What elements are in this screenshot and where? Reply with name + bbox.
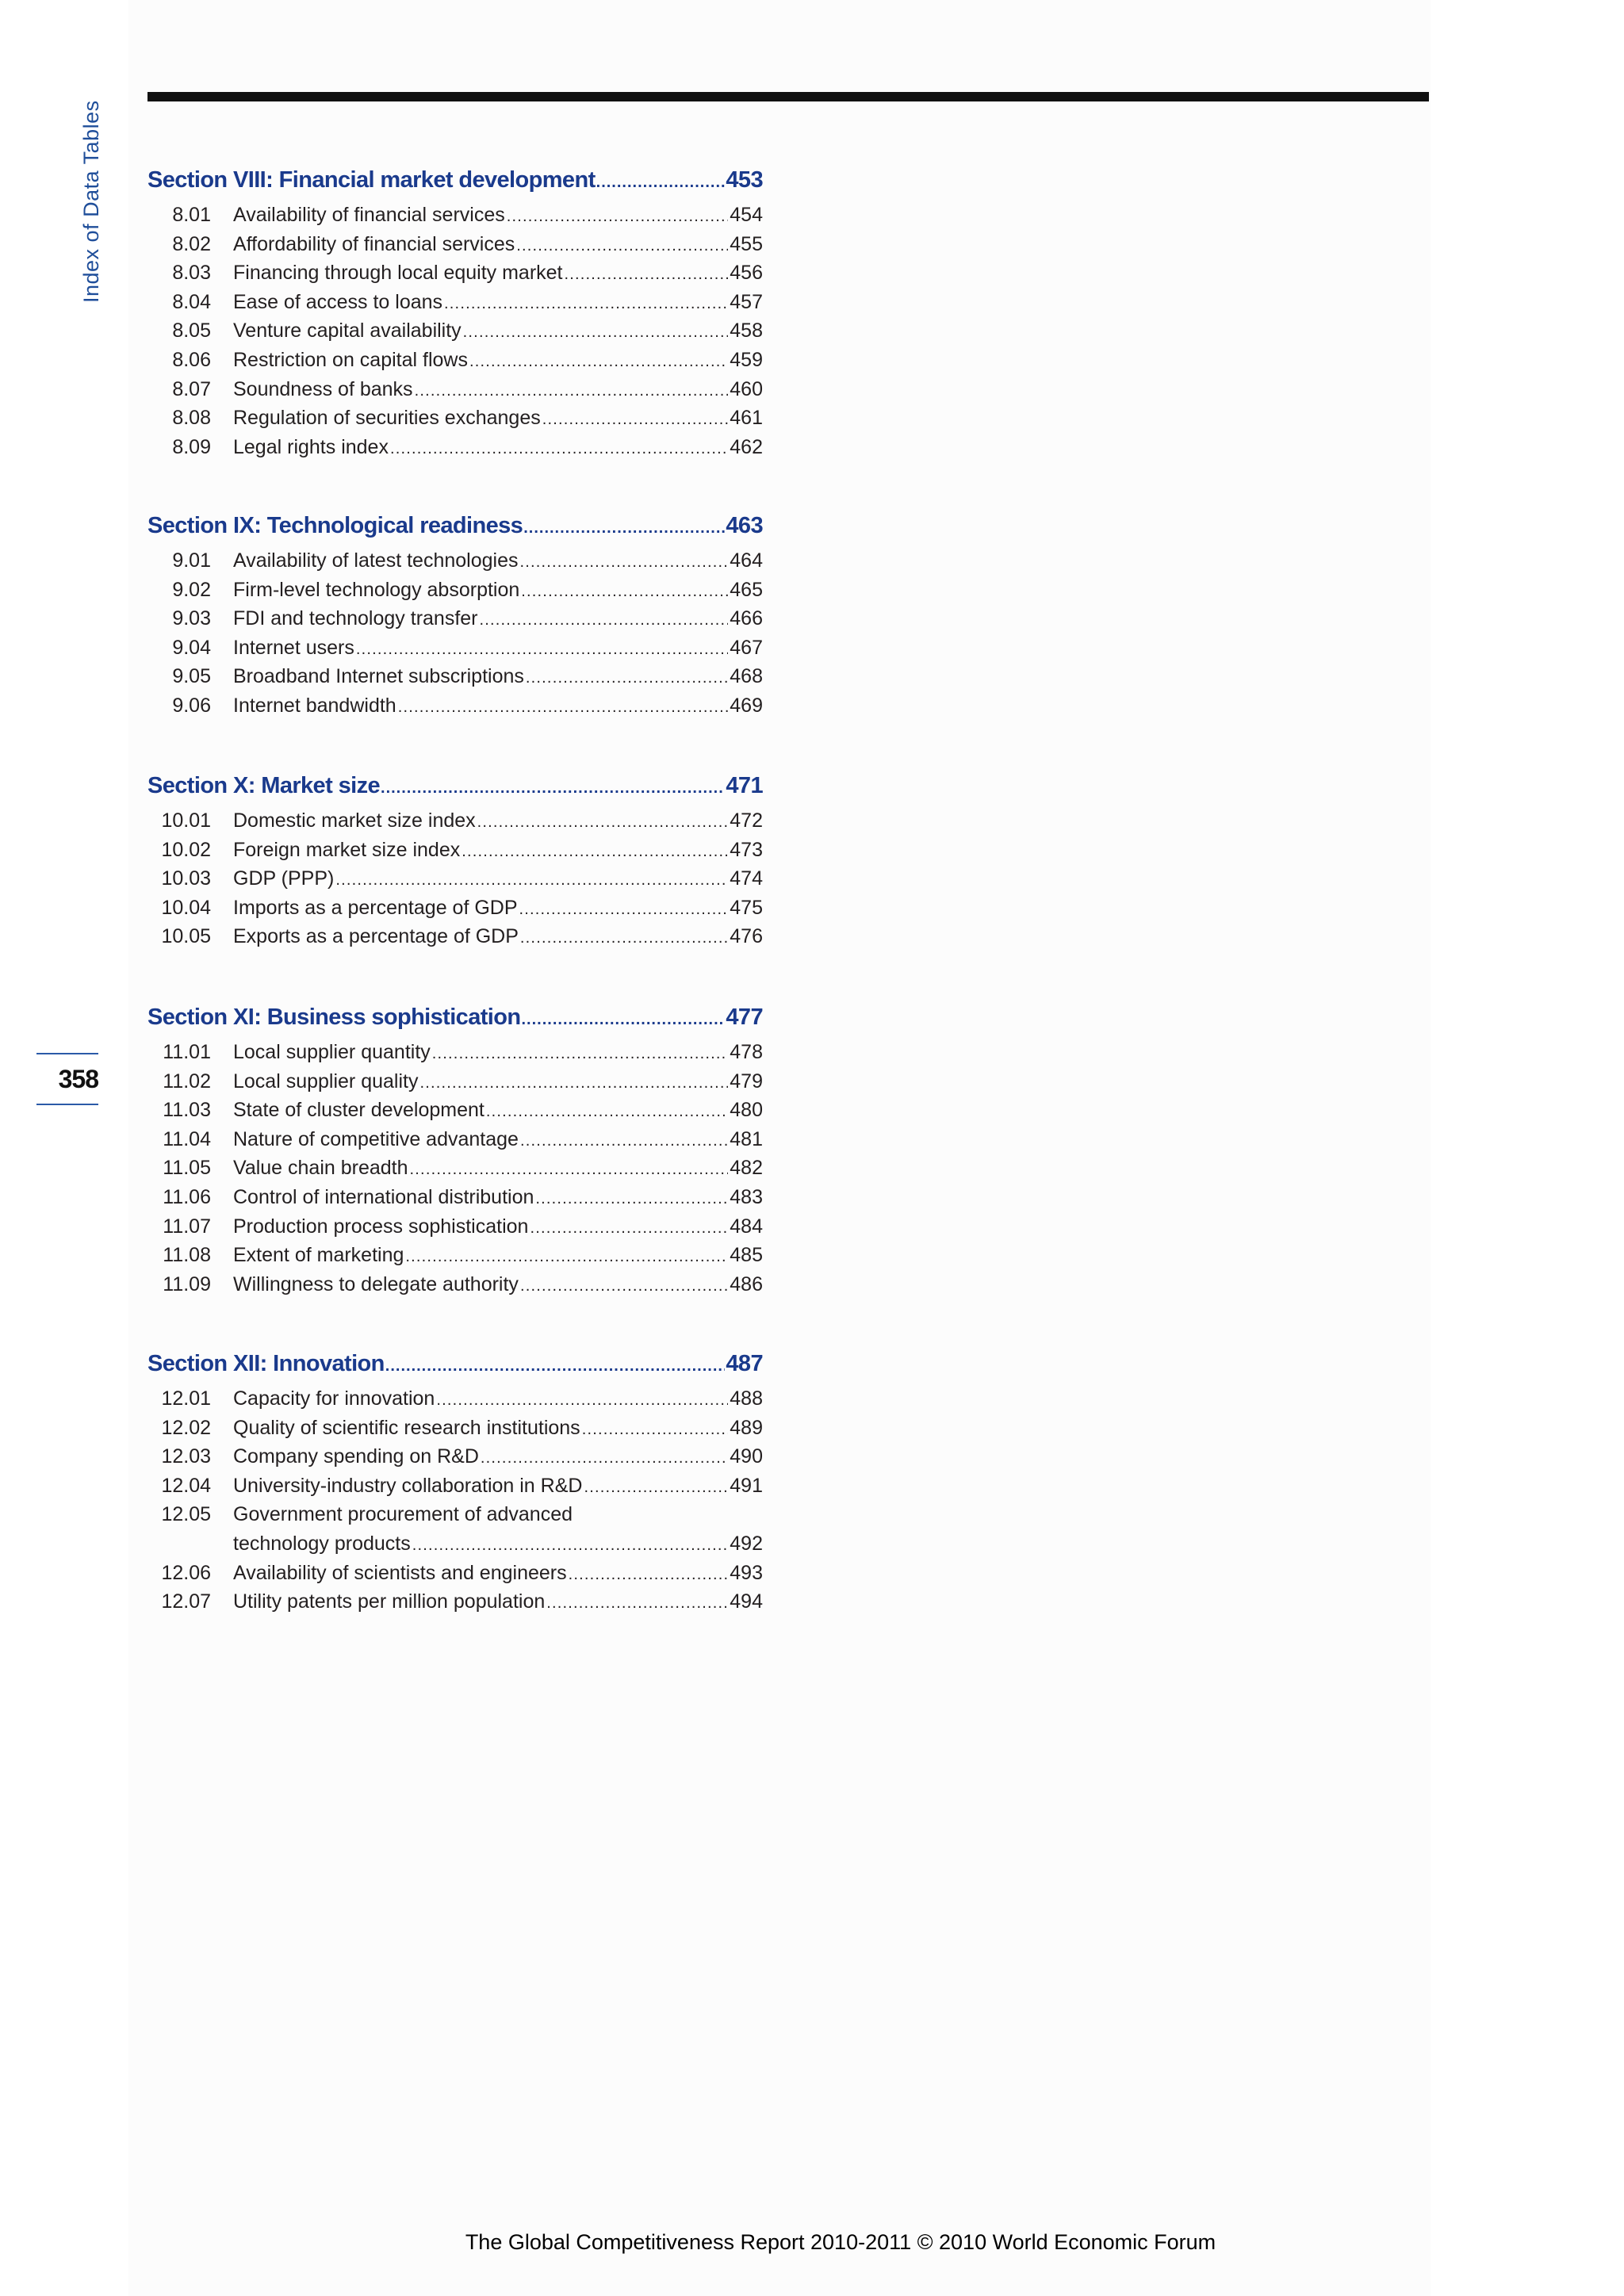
item-number: 11.03 (163, 1099, 211, 1122)
item-label: Restriction on capital flows (233, 348, 468, 371)
dot-leader (530, 1219, 728, 1238)
toc-item[interactable] (147, 925, 763, 955)
toc-item[interactable] (147, 378, 763, 408)
dot-leader (519, 553, 728, 572)
item-number: 9.04 (172, 636, 211, 659)
item-page: 486 (730, 1272, 763, 1295)
dot-leader (477, 813, 729, 832)
item-number: 12.03 (161, 1445, 211, 1468)
toc-item[interactable] (147, 1041, 763, 1070)
item-number: 9.01 (172, 549, 211, 572)
item-page: 466 (730, 607, 763, 630)
item-page: 482 (730, 1157, 763, 1180)
item-page: 456 (730, 262, 763, 285)
top-rule (147, 92, 1429, 101)
toc-item[interactable] (147, 1244, 763, 1273)
item-number: 11.02 (163, 1070, 211, 1093)
item-label: Imports as a percentage of GDP (233, 896, 518, 919)
dot-leader (596, 174, 726, 192)
item-page: 490 (730, 1445, 763, 1468)
item-page: 455 (730, 232, 763, 255)
item-page: 472 (730, 809, 763, 832)
item-label: Nature of competitive advantage (233, 1127, 519, 1150)
dot-leader (481, 1449, 728, 1468)
dot-leader (398, 698, 729, 717)
item-number: 11.04 (163, 1127, 211, 1150)
toc-item[interactable] (147, 607, 763, 637)
toc-item[interactable] (147, 233, 763, 262)
section-title: Section XII: Innovation (147, 1351, 385, 1376)
item-label: Domestic market size index (233, 809, 476, 832)
toc-item[interactable] (147, 1562, 763, 1591)
side-title: Index of Data Tables (79, 100, 103, 303)
toc-item[interactable] (147, 291, 763, 320)
item-page: 476 (730, 925, 763, 948)
item-number: 9.03 (172, 607, 211, 630)
dot-leader (436, 1391, 728, 1410)
dot-leader (519, 901, 729, 919)
item-label: Firm-level technology absorption (233, 578, 520, 601)
item-label: Government procurement of advanced (233, 1503, 573, 1526)
item-number: 9.02 (172, 578, 211, 601)
toc-item[interactable] (147, 549, 763, 579)
item-page: 475 (730, 896, 763, 919)
item-label: Capacity for innovation (233, 1387, 435, 1410)
item-number: 8.04 (172, 290, 211, 313)
section-title: Section XI: Business sophistication (147, 1004, 521, 1030)
item-page: 474 (730, 867, 763, 890)
toc-item[interactable] (147, 637, 763, 666)
item-number: 8.02 (172, 232, 211, 255)
toc-item[interactable] (147, 1128, 763, 1158)
section-heading[interactable] (147, 773, 763, 802)
item-number: 10.01 (161, 809, 211, 832)
item-number: 11.08 (163, 1244, 211, 1267)
item-page: 485 (730, 1244, 763, 1267)
dot-leader (582, 1421, 729, 1439)
toc-item[interactable] (147, 1186, 763, 1215)
dot-leader (480, 611, 729, 629)
toc-section (147, 773, 763, 955)
dot-leader (523, 519, 725, 538)
dot-leader (444, 295, 728, 313)
dot-leader (381, 779, 725, 798)
section-page: 463 (726, 513, 763, 538)
item-label: Local supplier quality (233, 1070, 419, 1093)
item-page: 481 (730, 1127, 763, 1150)
item-label: Willingness to delegate authority (233, 1272, 519, 1295)
item-number: 8.07 (172, 377, 211, 400)
toc-item[interactable] (147, 839, 763, 868)
dot-leader (507, 208, 729, 226)
item-label: Quality of scientific research institutions (233, 1416, 580, 1439)
dot-leader (520, 929, 728, 947)
item-label: Utility patents per million population (233, 1590, 546, 1613)
item-label: Availability of latest technologies (233, 549, 519, 572)
item-page: 457 (730, 290, 763, 313)
item-page: 460 (730, 377, 763, 400)
item-number: 12.04 (161, 1474, 211, 1497)
item-number: 9.06 (172, 694, 211, 717)
toc-item[interactable] (147, 1445, 763, 1475)
section-title: Section IX: Technological readiness (147, 513, 523, 538)
item-page: 462 (730, 435, 763, 458)
item-number: 11.07 (163, 1215, 211, 1238)
section-page: 471 (726, 773, 763, 798)
item-label: Value chain breadth (233, 1157, 408, 1180)
dot-leader (405, 1248, 728, 1266)
item-number: 12.07 (161, 1590, 211, 1613)
item-number: 8.08 (172, 407, 211, 430)
dot-leader (526, 669, 728, 687)
item-page: 464 (730, 549, 763, 572)
section-heading[interactable] (147, 1004, 763, 1033)
section-page: 453 (726, 167, 763, 193)
item-number: 12.01 (161, 1387, 211, 1410)
item-number: 12.05 (161, 1503, 211, 1526)
dot-leader (385, 1357, 726, 1376)
item-page: 478 (730, 1041, 763, 1063)
item-page: 484 (730, 1215, 763, 1238)
item-number: 10.03 (161, 867, 211, 890)
page-number: 358 (58, 1065, 98, 1093)
item-page: 491 (730, 1474, 763, 1497)
dot-leader (415, 382, 729, 400)
item-label: Company spending on R&D (233, 1445, 479, 1468)
item-page: 488 (730, 1387, 763, 1410)
item-page: 465 (730, 578, 763, 601)
section-heading[interactable] (147, 513, 763, 541)
item-page: 479 (730, 1070, 763, 1093)
item-label: Exports as a percentage of GDP (233, 925, 519, 948)
item-label: Regulation of securities exchanges (233, 407, 541, 430)
toc-item[interactable] (147, 897, 763, 926)
item-page: 489 (730, 1416, 763, 1439)
section-page: 477 (726, 1004, 763, 1030)
dot-leader (432, 1045, 729, 1063)
item-page: 454 (730, 204, 763, 226)
dot-leader (522, 1011, 726, 1029)
dot-leader (542, 411, 729, 429)
item-page: 461 (730, 407, 763, 430)
toc-item[interactable] (147, 867, 763, 897)
dot-leader (584, 1479, 728, 1497)
item-label: Internet users (233, 636, 354, 659)
toc-item[interactable] (147, 695, 763, 724)
toc-item[interactable] (147, 579, 763, 608)
dot-leader (535, 1190, 728, 1208)
toc-section (147, 1004, 763, 1302)
toc-item[interactable] (147, 1503, 763, 1561)
item-page: 468 (730, 665, 763, 688)
item-page: 492 (730, 1532, 763, 1555)
item-number: 11.01 (163, 1041, 211, 1063)
dot-leader (463, 323, 729, 342)
section-title: Section VIII: Financial market development (147, 167, 596, 193)
toc-item[interactable] (147, 407, 763, 436)
item-label: Local supplier quantity (233, 1041, 431, 1063)
toc-item[interactable] (147, 1590, 763, 1620)
toc-item[interactable] (147, 1215, 763, 1245)
item-number: 11.09 (163, 1272, 211, 1295)
item-page: 483 (730, 1185, 763, 1208)
dot-leader (356, 641, 728, 659)
item-number: 8.01 (172, 204, 211, 226)
dot-leader (520, 1132, 728, 1150)
item-number: 8.06 (172, 348, 211, 371)
page-number-box (36, 1053, 98, 1105)
item-label: Financing through local equity market (233, 262, 563, 285)
item-number: 11.05 (163, 1157, 211, 1180)
item-number: 10.02 (161, 838, 211, 861)
item-label: Soundness of banks (233, 377, 413, 400)
toc-item[interactable] (147, 1273, 763, 1303)
item-label: Availability of financial services (233, 204, 505, 226)
item-number: 9.05 (172, 665, 211, 688)
dot-leader (390, 440, 728, 458)
item-label: State of cluster development (233, 1099, 485, 1122)
toc-item[interactable] (147, 1070, 763, 1100)
item-label: Extent of marketing (233, 1244, 404, 1267)
item-page: 469 (730, 694, 763, 717)
toc-item[interactable] (147, 204, 763, 233)
toc-item[interactable] (147, 1099, 763, 1128)
item-page: 473 (730, 838, 763, 861)
toc-item[interactable] (147, 1475, 763, 1504)
section-heading[interactable] (147, 167, 763, 196)
item-number: 8.03 (172, 262, 211, 285)
dot-leader (521, 583, 728, 601)
dot-leader (410, 1161, 729, 1179)
toc-item[interactable] (147, 262, 763, 291)
item-number: 10.04 (161, 896, 211, 919)
item-page: 459 (730, 348, 763, 371)
toc-item[interactable] (147, 1417, 763, 1446)
toc-item[interactable] (147, 665, 763, 695)
dot-leader (419, 1074, 728, 1093)
toc-item[interactable] (147, 436, 763, 465)
section-title: Section X: Market size (147, 773, 381, 798)
toc-item[interactable] (147, 809, 763, 839)
toc-item[interactable] (147, 349, 763, 378)
item-label: Availability of scientists and engineers (233, 1561, 567, 1584)
dot-leader (520, 1277, 728, 1295)
toc-section (147, 1351, 763, 1620)
toc-item[interactable] (147, 1157, 763, 1186)
item-label: Ease of access to loans (233, 290, 443, 313)
item-label: Venture capital availability (233, 320, 462, 342)
footer-copyright: The Global Competitiveness Report 2010-2011 © 2010 World Economic Forum (465, 2230, 1216, 2254)
item-page: 480 (730, 1099, 763, 1122)
item-page: 493 (730, 1561, 763, 1584)
toc-section (147, 167, 763, 465)
item-label: FDI and technology transfer (233, 607, 478, 630)
item-number: 8.05 (172, 320, 211, 342)
section-page: 487 (726, 1351, 763, 1376)
item-label: Legal rights index (233, 435, 389, 458)
item-label: Internet bandwidth (233, 694, 396, 717)
toc-section (147, 513, 763, 724)
item-label: Foreign market size index (233, 838, 461, 861)
dot-leader (462, 843, 728, 861)
item-label: Production process sophistication (233, 1215, 529, 1238)
dot-leader (469, 353, 728, 371)
item-label: Affordability of financial services (233, 232, 515, 255)
item-label-continued: technology products (233, 1532, 411, 1555)
item-page: 458 (730, 320, 763, 342)
item-label: GDP (PPP) (233, 867, 335, 890)
toc-item[interactable] (147, 1387, 763, 1417)
item-label: University-industry collaboration in R&D (233, 1474, 583, 1497)
toc-item[interactable] (147, 320, 763, 349)
dot-leader (569, 1566, 729, 1584)
item-number: 8.09 (172, 435, 211, 458)
item-number: 12.06 (161, 1561, 211, 1584)
section-heading[interactable] (147, 1351, 763, 1380)
item-label: Broadband Internet subscriptions (233, 665, 524, 688)
dot-leader (546, 1594, 728, 1613)
item-label: Control of international distribution (233, 1185, 534, 1208)
item-page: 467 (730, 636, 763, 659)
item-page: 494 (730, 1590, 763, 1613)
dot-leader (335, 871, 728, 890)
dot-leader (412, 1536, 729, 1555)
item-number: 11.06 (163, 1185, 211, 1208)
dot-leader (565, 266, 729, 284)
item-number: 10.05 (161, 925, 211, 948)
dot-leader (516, 237, 728, 255)
item-number: 12.02 (161, 1416, 211, 1439)
dot-leader (486, 1103, 728, 1121)
